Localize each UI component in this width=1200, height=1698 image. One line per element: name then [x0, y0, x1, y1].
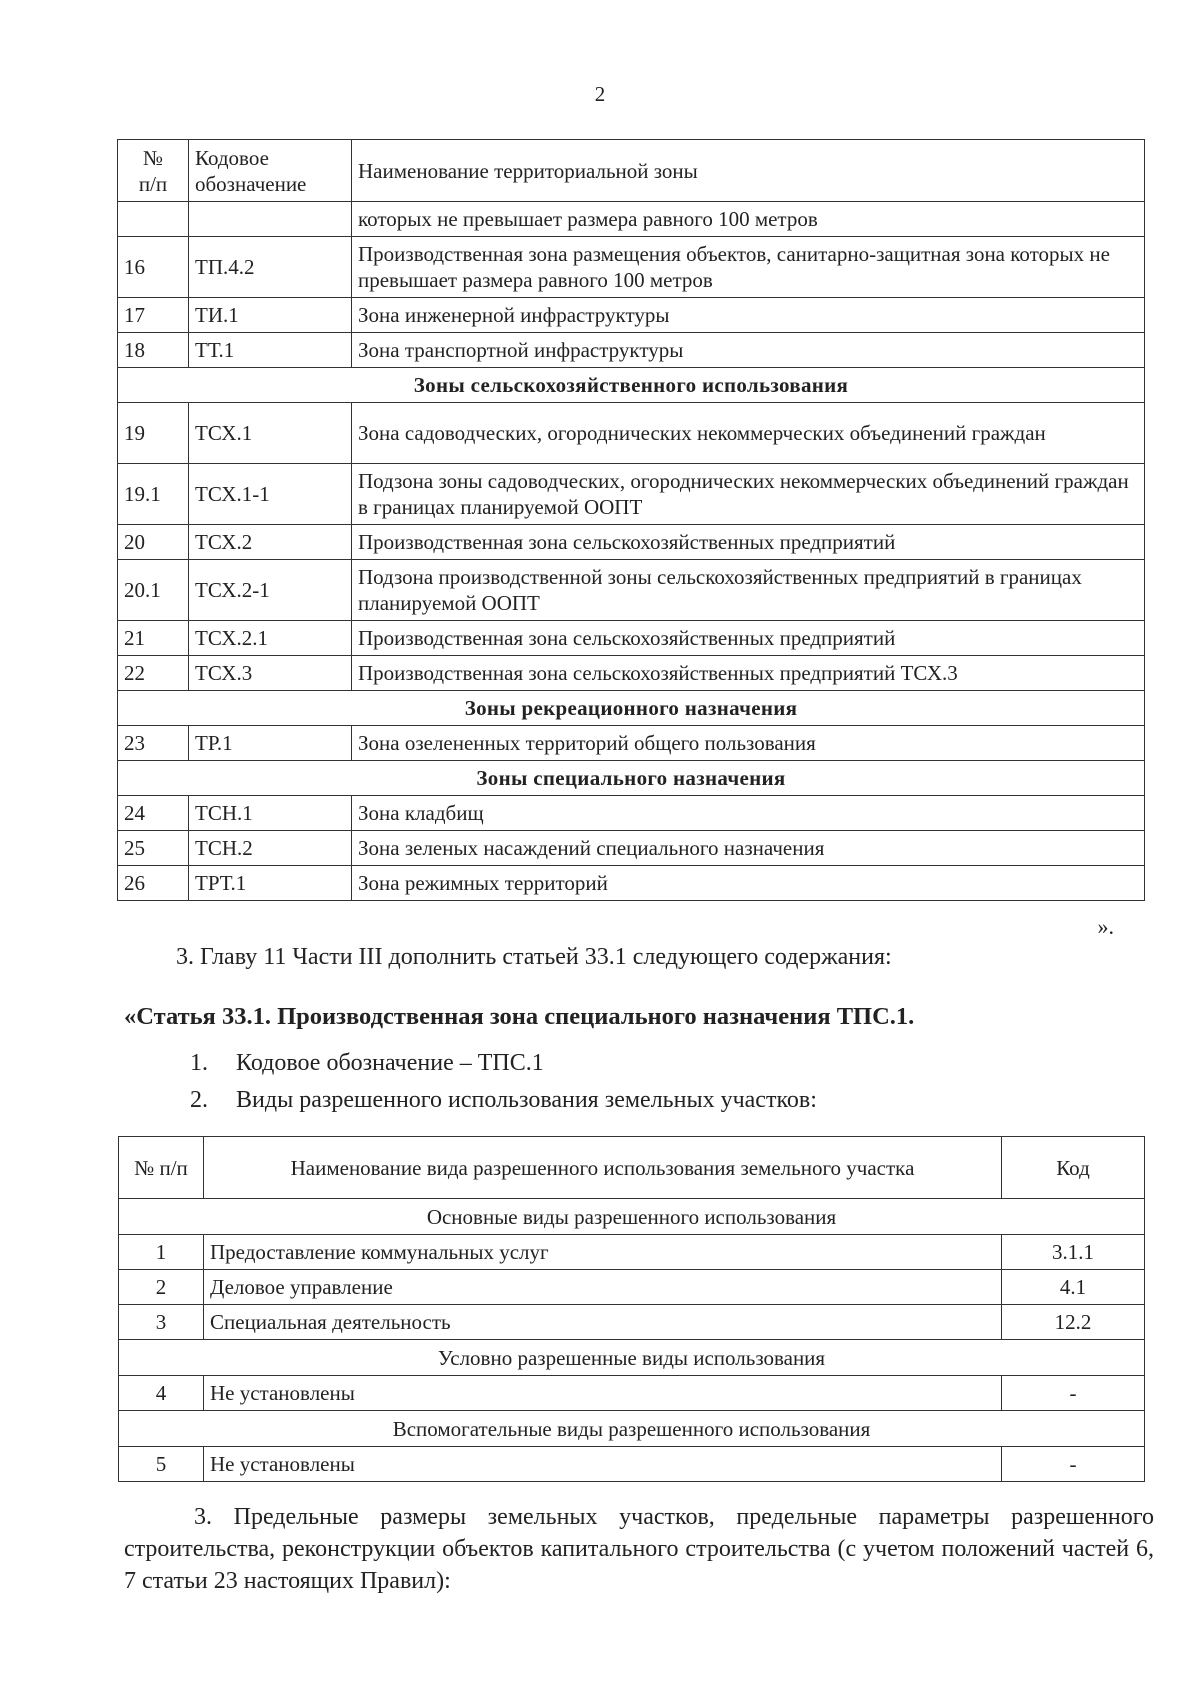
cell-name: Не установлены — [204, 1376, 1002, 1411]
section-row — [119, 1199, 1145, 1235]
cell-code: 4.1 — [1002, 1270, 1145, 1305]
section-heading-agricultural: Зоны сельскохозяйственного использования — [118, 368, 1145, 403]
cell-code: ТСХ.1 — [189, 403, 352, 464]
list-item — [190, 1087, 817, 1114]
table-row — [118, 831, 1145, 866]
cell-num: 20.1 — [118, 560, 189, 621]
table-row — [119, 1376, 1145, 1411]
table-row — [119, 1447, 1145, 1482]
section-row — [118, 368, 1145, 403]
section-row — [118, 761, 1145, 796]
cell-code: ТП.4.2 — [189, 237, 352, 298]
cell-name: Производственная зона размещения объектов, санитарно-защитная зона которых не превышает размера равного 100 метров — [352, 237, 1145, 298]
cell-name: Зона озелененных территорий общего пользования — [352, 726, 1145, 761]
header-name: Наименование вида разрешенного использования земельного участка — [204, 1137, 1002, 1199]
header-name: Наименование территориальной зоны — [352, 140, 1145, 202]
cell-num: 20 — [118, 525, 189, 560]
cell-code: ТСН.2 — [189, 831, 352, 866]
cell-code: ТСХ.3 — [189, 656, 352, 691]
cell-name: Подзона зоны садоводческих, огороднических некоммерческих объединений граждан в границах планируемой ООПТ — [352, 464, 1145, 525]
section-heading-recreation: Зоны рекреационного назначения — [118, 691, 1145, 726]
cell-name: Зона инженерной инфраструктуры — [352, 298, 1145, 333]
table-row — [118, 464, 1145, 525]
table-row — [118, 726, 1145, 761]
cell-name: Предоставление коммунальных услуг — [204, 1235, 1002, 1270]
table-row — [118, 202, 1145, 237]
cell-num: 17 — [118, 298, 189, 333]
cell-name: Зона транспортной инфраструктуры — [352, 333, 1145, 368]
header-code: Код — [1002, 1137, 1145, 1199]
cell-name: Зона садоводческих, огороднических некоммерческих объединений граждан — [352, 403, 1145, 464]
cell-num — [118, 202, 189, 237]
table-row — [119, 1270, 1145, 1305]
section-row — [118, 691, 1145, 726]
cell-name: Подзона производственной зоны сельскохозяйственных предприятий в границах планируемой ООПТ — [352, 560, 1145, 621]
table-row — [118, 237, 1145, 298]
cell-num: 2 — [119, 1270, 204, 1305]
cell-num: 19 — [118, 403, 189, 464]
section-heading-special: Зоны специального назначения — [118, 761, 1145, 796]
cell-name: Зона зеленых насаждений специального назначения — [352, 831, 1145, 866]
cell-code: ТР.1 — [189, 726, 352, 761]
cell-num: 19.1 — [118, 464, 189, 525]
table-row — [118, 866, 1145, 901]
paragraph-limits: 3. Предельные размеры земельных участков, предельные параметры разрешенного строительства, реконструкции объектов капитального строительства (с учетом положений частей 6, 7 статьи 23 настоящих Правил): — [124, 1504, 1154, 1594]
table-row — [118, 403, 1145, 464]
list-item-text: Кодовое обозначение – ТПС.1 — [236, 1050, 544, 1076]
section-heading-auxiliary: Вспомогательные виды разрешенного использования — [119, 1411, 1145, 1447]
cell-name: Производственная зона сельскохозяйственных предприятий ТСХ.3 — [352, 656, 1145, 691]
table-header-row — [119, 1137, 1145, 1199]
section-heading-main: Основные виды разрешенного использования — [119, 1199, 1145, 1235]
section-row — [119, 1340, 1145, 1376]
cell-num: 16 — [118, 237, 189, 298]
table-header-row — [118, 140, 1145, 202]
closing-quote: ». — [1097, 914, 1114, 939]
table-row — [118, 298, 1145, 333]
cell-name: Специальная деятельность — [204, 1305, 1002, 1340]
cell-name: Не установлены — [204, 1447, 1002, 1482]
article-title: «Статья 33.1. Производственная зона специального назначения ТПС.1. — [124, 1003, 915, 1030]
cell-num: 26 — [118, 866, 189, 901]
cell-num: 25 — [118, 831, 189, 866]
cell-code: ТСХ.2 — [189, 525, 352, 560]
table-row — [118, 525, 1145, 560]
section-row — [119, 1411, 1145, 1447]
cell-num: 1 — [119, 1235, 204, 1270]
table-row — [118, 621, 1145, 656]
paragraph-3: 3. Главу 11 Части III дополнить статьей 33.1 следующего содержания: — [176, 944, 892, 970]
list-item — [190, 1050, 544, 1077]
cell-name: Производственная зона сельскохозяйственных предприятий — [352, 525, 1145, 560]
header-num: № п/п — [119, 1137, 204, 1199]
cell-num: 21 — [118, 621, 189, 656]
territorial-zones-table — [117, 139, 1145, 901]
list-item-text: Виды разрешенного использования земельных участков: — [236, 1087, 817, 1113]
cell-num: 5 — [119, 1447, 204, 1482]
cell-code: ТСН.1 — [189, 796, 352, 831]
cell-code: - — [1002, 1376, 1145, 1411]
list-item-number: 1. — [190, 1050, 208, 1076]
cell-code: ТСХ.1-1 — [189, 464, 352, 525]
cell-num: 18 — [118, 333, 189, 368]
cell-name: Зона кладбищ — [352, 796, 1145, 831]
cell-name: Зона режимных территорий — [352, 866, 1145, 901]
table-row — [119, 1305, 1145, 1340]
table-row — [118, 656, 1145, 691]
cell-name: которых не превышает размера равного 100 метров — [352, 202, 1145, 237]
table-row — [119, 1235, 1145, 1270]
cell-code: ТСХ.2-1 — [189, 560, 352, 621]
cell-code: - — [1002, 1447, 1145, 1482]
cell-name: Производственная зона сельскохозяйственных предприятий — [352, 621, 1145, 656]
table-row — [118, 796, 1145, 831]
table-row — [118, 560, 1145, 621]
permitted-uses-table — [118, 1136, 1145, 1482]
cell-num: 4 — [119, 1376, 204, 1411]
cell-code — [189, 202, 352, 237]
cell-name: Деловое управление — [204, 1270, 1002, 1305]
page-number: 2 — [594, 82, 606, 106]
cell-code: 3.1.1 — [1002, 1235, 1145, 1270]
table-row — [118, 333, 1145, 368]
header-code: Кодовое обозначение — [189, 140, 352, 202]
cell-code: ТТ.1 — [189, 333, 352, 368]
section-heading-conditional: Условно разрешенные виды использования — [119, 1340, 1145, 1376]
cell-num: 23 — [118, 726, 189, 761]
cell-num: 24 — [118, 796, 189, 831]
cell-code: 12.2 — [1002, 1305, 1145, 1340]
cell-num: 22 — [118, 656, 189, 691]
header-num: № п/п — [118, 140, 189, 202]
cell-code: ТИ.1 — [189, 298, 352, 333]
list-item-number: 2. — [190, 1087, 208, 1113]
cell-code: ТСХ.2.1 — [189, 621, 352, 656]
cell-num: 3 — [119, 1305, 204, 1340]
cell-code: ТРТ.1 — [189, 866, 352, 901]
